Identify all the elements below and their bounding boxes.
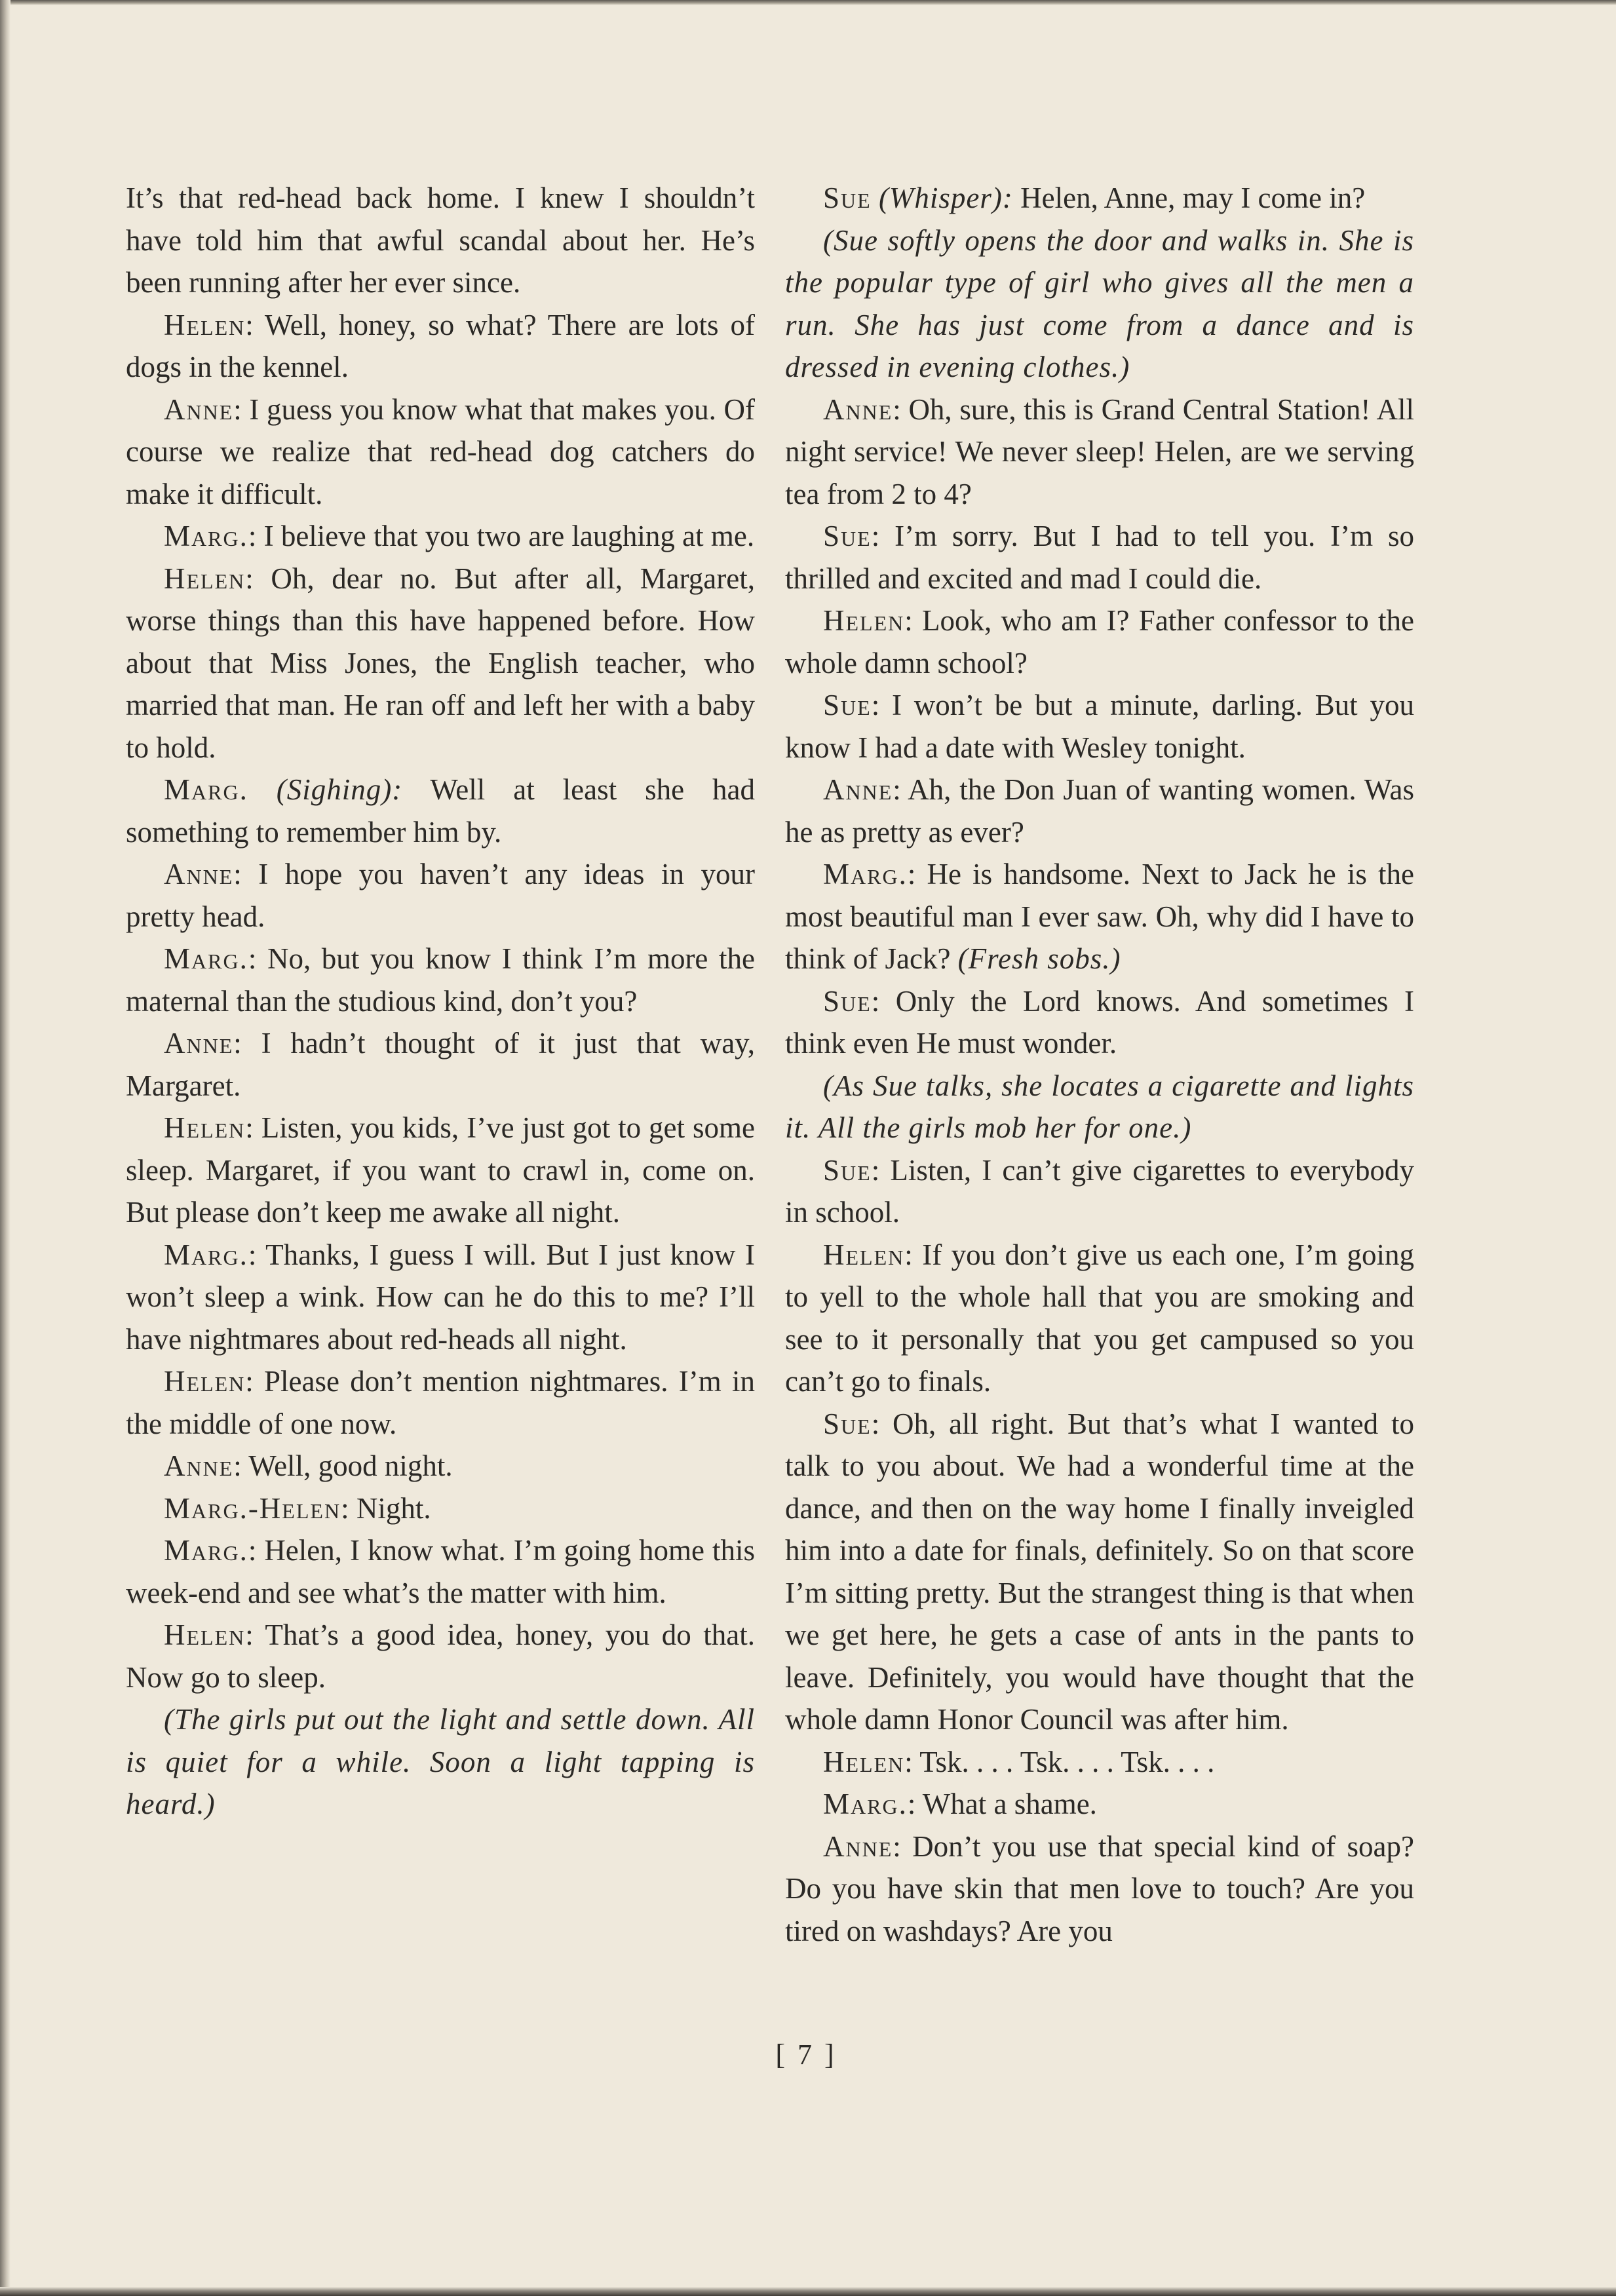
dialogue-paragraph — [785, 1741, 1414, 1784]
page-left-edge — [0, 0, 10, 2296]
dialogue-text: Helen, Anne, may I come in? — [1020, 182, 1366, 214]
dialogue-paragraph — [126, 1360, 755, 1445]
speaker-separator: : — [245, 1111, 261, 1144]
dialogue-paragraph — [126, 558, 755, 769]
speaker-separator: : — [245, 308, 265, 341]
dialogue-text: Oh, all right. But that’s what I wanted to talk to you about. We had a wonderful time at the dance, and then on the way home I finally inveigled him into a date for finals, definitely. So on that score I’m sitting pretty. But the strangest thing is that when we get here, he gets a case of ants in the pants to leave. Definitely, you would have thought that the whole damn Honor Council was after him. — [785, 1407, 1414, 1736]
speaker-name: Marg. — [823, 1788, 908, 1820]
dialogue-paragraph — [785, 684, 1414, 769]
dialogue-text: Don’t you use that special kind of soap? Do you have skin that men love to touch? Are you tired on washdays? Are you — [785, 1829, 1414, 1947]
dialogue-text: Thanks, I guess I will. But I just know I won’t sleep a wink. How can he do this to me? I’ll have nightmares about red-heads all night. — [126, 1238, 755, 1356]
speaker-separator: : — [893, 392, 909, 426]
dialogue-text: Well, honey, so what? There are lots of dogs in the kennel. — [126, 308, 755, 383]
dialogue-paragraph — [785, 1783, 1414, 1826]
speaker-name: Helen — [164, 308, 246, 341]
dialogue-text: Tsk. . . . Tsk. . . . Tsk. . . . — [919, 1745, 1215, 1778]
dialogue-text: It’s that red-head back home. I knew I shouldn’t have told him that awful scandal about her. He’s been running after her ever since. — [126, 182, 755, 299]
speaker-separator: : — [233, 1027, 261, 1060]
speaker-name: Sue — [823, 520, 872, 552]
right-text-column — [785, 177, 1414, 1952]
stage-direction — [785, 220, 1414, 389]
speaker-separator: : — [871, 689, 892, 721]
speaker-separator: : — [233, 858, 259, 890]
dialogue-text: That’s a good idea, honey, you do that. Now go to sleep. — [126, 1618, 755, 1694]
dialogue-text: Look, who am I? Father confessor to the whole damn school? — [785, 604, 1414, 679]
speaker-name: Marg. — [164, 773, 248, 806]
speaker-separator: : — [871, 520, 895, 552]
dialogue-text: If you don’t give us each one, I’m going to yell to the whole hall that you are smoking and see to it personally that you get campused so you can’t go to finals. — [785, 1238, 1414, 1398]
dialogue-text: Night. — [356, 1491, 431, 1525]
speaker-name: Anne — [164, 858, 234, 890]
dialogue-paragraph — [785, 769, 1414, 853]
dialogue-paragraph — [126, 1107, 755, 1234]
page-number: [ 7 ] — [775, 2038, 837, 2071]
speaker-separator: : — [893, 773, 908, 806]
speaker-name: Sue — [823, 182, 872, 214]
speaker-name: Anne — [164, 392, 234, 426]
dialogue-paragraph — [126, 938, 755, 1022]
dialogue-text: Only the Lord knows. And sometimes I think even He must wonder. — [785, 984, 1414, 1060]
dialogue-text: Ah, the Don Juan of wanting women. Was he as pretty as ever? — [785, 773, 1414, 849]
dialogue-paragraph — [785, 1403, 1414, 1741]
speaker-name: Marg. — [164, 520, 248, 552]
dialogue-paragraph — [785, 1234, 1414, 1403]
speaker-name: Marg. — [164, 942, 248, 975]
dialogue-text: What a shame. — [922, 1788, 1097, 1820]
stage-direction — [785, 1065, 1414, 1149]
speaker-name: Helen — [823, 1745, 905, 1778]
speaker-separator: : — [248, 1534, 265, 1567]
speaker-name: Sue — [823, 1153, 872, 1187]
dialogue-paragraph — [785, 1149, 1414, 1234]
speaker-name: Helen — [823, 1238, 905, 1271]
speaker-name: Marg.-Helen — [164, 1491, 341, 1525]
speaker-separator: : — [893, 1829, 913, 1863]
speaker-name: Marg. — [164, 1238, 248, 1271]
dialogue-text: Helen, I know what. I’m going home this week-end and see what’s the matter with him. — [126, 1534, 755, 1609]
dialogue-paragraph — [785, 515, 1414, 600]
speaker-name: Anne — [823, 1829, 893, 1863]
page-bottom-edge — [0, 2287, 1616, 2296]
dialogue-paragraph — [126, 1487, 755, 1530]
dialogue-paragraph — [785, 853, 1414, 980]
inline-direction: (Whisper): — [878, 182, 1013, 214]
dialogue-text: I hadn’t thought of it just that way, Margaret. — [126, 1027, 755, 1102]
speaker-separator: : — [871, 1407, 893, 1440]
speaker-name: Anne — [164, 1449, 234, 1482]
dialogue-text: No, but you know I think I’m more the maternal than the studious kind, don’t you? — [126, 942, 755, 1018]
speaker-name: Helen — [164, 1365, 246, 1398]
speaker-separator: : — [248, 520, 264, 552]
dialogue-paragraph — [126, 304, 755, 389]
dialogue-paragraph — [126, 1022, 755, 1107]
dialogue-text: Well at least she had something to remember him by. — [126, 773, 756, 849]
speaker-name: Marg. — [164, 1534, 248, 1567]
inline-direction: (Fresh sobs.) — [957, 942, 1121, 975]
dialogue-text: I hope you haven’t any ideas in your pretty head. — [126, 858, 755, 933]
speaker-name: Marg. — [823, 858, 908, 890]
dialogue-paragraph — [126, 1445, 755, 1487]
dialogue-text: Well, good night. — [248, 1449, 453, 1482]
left-text-column — [126, 177, 755, 1826]
speaker-name: Helen — [823, 604, 905, 637]
speaker-name: Helen — [164, 1111, 246, 1144]
speaker-separator: : — [907, 858, 927, 890]
dialogue-text: I won’t be but a minute, darling. But you know I had a date with Wesley tonight. — [785, 689, 1414, 764]
dialogue-paragraph — [126, 853, 755, 938]
speaker-separator: : — [233, 1449, 249, 1482]
dialogue-paragraph — [785, 177, 1414, 220]
dialogue-paragraph — [785, 1826, 1414, 1953]
dialogue-paragraph — [785, 980, 1414, 1065]
speaker-separator: : — [248, 1238, 266, 1271]
dialogue-paragraph — [126, 389, 755, 516]
speaker-name: Sue — [823, 984, 872, 1018]
speaker-separator: : — [245, 1365, 264, 1398]
dialogue-text: Listen, I can’t give cigarettes to everybody in school. — [785, 1153, 1414, 1229]
dialogue-text: Oh, sure, this is Grand Central Station! All night service! We never sleep! Helen, are we serving tea from 2 to 4? — [785, 392, 1414, 510]
stage-direction-text: (Sue softly opens the door and walks in. She is the popular type of girl who gives all the men a run. She has just come from a dance and is dressed in evening clothes.) — [785, 223, 1414, 383]
speaker-separator: : — [248, 942, 267, 975]
dialogue-text: I guess you know what that makes you. Of course we realize that red-head dog catchers do make it difficult. — [126, 392, 755, 510]
dialogue-paragraph — [126, 1234, 755, 1361]
speaker-name: Helen — [164, 562, 246, 595]
dialogue-paragraph — [126, 515, 755, 558]
stage-direction-text: (As Sue talks, she locates a cigarette and lights it. All the girls mob her for one.) — [785, 1069, 1414, 1144]
dialogue-text: I believe that you two are laughing at me. — [263, 520, 755, 552]
page-top-edge — [0, 0, 1616, 5]
speaker-name: Sue — [823, 1407, 872, 1440]
speaker-separator: : — [904, 1238, 923, 1271]
dialogue-text: I’m sorry. But I had to tell you. I’m so thrilled and excited and mad I could die. — [785, 520, 1414, 595]
inline-direction: (Sighing): — [276, 773, 403, 806]
dialogue-paragraph — [126, 177, 755, 304]
dialogue-paragraph — [785, 389, 1414, 516]
dialogue-text: He is handsome. Next to Jack he is the most beautiful man I ever saw. Oh, why did I have to think of Jack? — [785, 858, 1414, 975]
speaker-name: Helen — [164, 1618, 246, 1651]
dialogue-paragraph — [785, 600, 1414, 684]
speaker-separator: : — [245, 562, 271, 595]
speaker-name: Anne — [823, 773, 893, 806]
speaker-separator: : — [871, 984, 896, 1018]
speaker-separator: : — [245, 1618, 265, 1651]
dialogue-paragraph — [126, 1529, 755, 1614]
dialogue-text: Oh, dear no. But after all, Margaret, worse things than this have happened before. How about that Miss Jones, the English teacher, who married that man. He ran off and left her with a baby to hold. — [126, 562, 755, 764]
speaker-name: Anne — [823, 392, 893, 426]
speaker-separator: : — [341, 1491, 356, 1525]
speaker-name: Anne — [164, 1027, 234, 1060]
dialogue-paragraph — [126, 769, 755, 853]
speaker-name: Sue — [823, 689, 872, 721]
speaker-separator: : — [904, 604, 923, 637]
dialogue-text: Please don’t mention nightmares. I’m in the middle of one now. — [126, 1365, 755, 1440]
speaker-separator: : — [907, 1788, 923, 1820]
speaker-separator: : — [871, 1153, 891, 1187]
stage-direction — [126, 1698, 755, 1826]
stage-direction-text: (The girls put out the light and settle down. All is quiet for a while. Soon a light tapping is heard.) — [126, 1703, 755, 1820]
dialogue-text: Listen, you kids, I’ve just got to get some sleep. Margaret, if you want to crawl in, come on. But please don’t keep me awake all night. — [126, 1111, 755, 1229]
speaker-separator: : — [904, 1745, 920, 1778]
speaker-separator: : — [233, 392, 250, 426]
dialogue-paragraph — [126, 1614, 755, 1698]
